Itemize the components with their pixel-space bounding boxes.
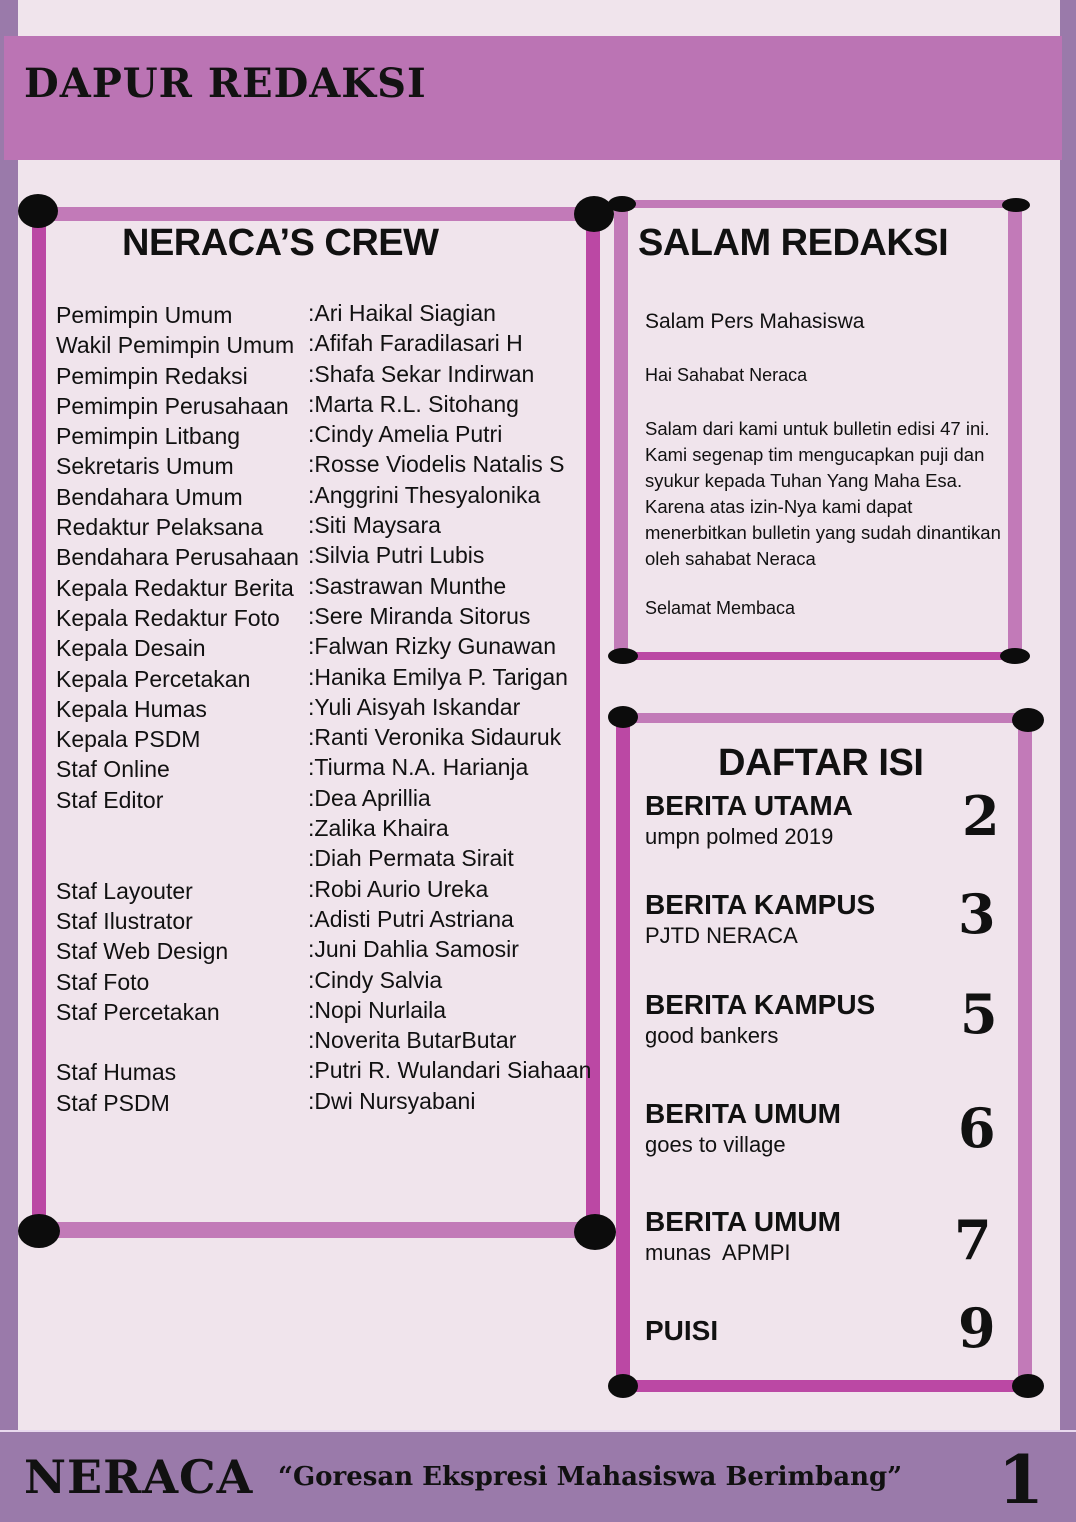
crew-role xyxy=(56,815,299,845)
crew-name: :Anggrini Thesyalonika xyxy=(308,481,541,508)
toc-item-subtitle: umpn polmed 2019 xyxy=(645,824,834,849)
crew-role: Wakil Pemimpin Umum xyxy=(56,332,295,359)
crew-name: :Marta R.L. Sitohang xyxy=(308,390,519,417)
toc-item xyxy=(645,1315,718,1347)
crew-role: Pemimpin Umum xyxy=(56,302,233,328)
footer-page-number: 1 xyxy=(998,1441,1044,1519)
toc-item-page: 7 xyxy=(954,1208,992,1272)
crew-name: :Noverita ButarButar xyxy=(308,1027,517,1054)
page-title: DAPUR REDAKSI xyxy=(24,60,427,107)
toc-title: DAFTAR ISI xyxy=(718,742,924,784)
salam-hai: Hai Sahabat Neraca xyxy=(645,365,808,385)
toc-item-subtitle: good bankers xyxy=(645,1023,779,1048)
crew-name: :Nopi Nurlaila xyxy=(308,996,447,1023)
crew-frame-left xyxy=(32,212,46,1232)
crew-role: Kepala Percetakan xyxy=(56,665,251,692)
toc-item xyxy=(645,1098,841,1160)
salam-corner-dot xyxy=(1000,648,1030,664)
toc-item xyxy=(645,1206,841,1268)
salam-corner-dot xyxy=(608,196,636,212)
toc-corner-dot xyxy=(608,706,638,728)
toc-corner-dot xyxy=(1012,708,1044,732)
crew-role: Staf PSDM xyxy=(56,1089,170,1116)
crew-name: :Shafa Sekar Indirwan xyxy=(308,360,535,387)
toc-item-heading: BERITA KAMPUS xyxy=(645,889,876,920)
crew-role: Kepala PSDM xyxy=(56,726,201,753)
crew-role: Redaktur Pelaksana xyxy=(56,514,264,541)
toc-frame-top xyxy=(618,713,1030,723)
crew-name: :Adisti Putri Astriana xyxy=(308,905,514,932)
crew-role: Staf Percetakan xyxy=(56,998,220,1025)
salam-title: SALAM REDAKSI xyxy=(638,222,949,264)
crew-role: Bendahara Umum xyxy=(56,483,243,510)
toc-item-page: 3 xyxy=(958,882,996,946)
crew-role: Pemimpin Litbang xyxy=(56,423,241,450)
toc-item xyxy=(645,989,875,1051)
crew-name: :Sastrawan Munthe xyxy=(308,572,507,599)
crew-name: :Dwi Nursyabani xyxy=(308,1087,476,1114)
toc-item-heading: BERITA UMUM xyxy=(645,1098,841,1129)
toc-item xyxy=(645,889,875,951)
crew-name: :Silvia Putri Lubis xyxy=(308,542,485,569)
toc-item xyxy=(645,790,853,852)
toc-item-subtitle: munas APMPI xyxy=(645,1240,791,1265)
crew-names-column xyxy=(308,298,591,1116)
crew-name: :Robi Aurio Ureka xyxy=(308,875,489,902)
crew-role: Kepala Redaktur Foto xyxy=(56,604,280,631)
crew-role: Staf Foto xyxy=(56,968,150,995)
crew-role: Staf Online xyxy=(56,756,170,783)
crew-role: Staf Web Design xyxy=(56,938,229,965)
crew-name: :Siti Maysara xyxy=(308,512,441,539)
crew-name: :Cindy Amelia Putri xyxy=(308,421,503,448)
crew-name: :Juni Dahlia Samosir xyxy=(308,936,519,963)
salam-body: Salam dari kami untuk bulletin edisi 47 ini. Kami segenap tim mengucapkan puji dan syukur kepada Tuhan Yang Maha Esa. Karena atas izin-Nya kami dapat menerbitkan bulletin yang sudah dinantikan oleh sahabat Neraca xyxy=(645,418,1001,569)
crew-name: :Sere Miranda Sitorus xyxy=(308,602,531,629)
toc-frame-left xyxy=(616,718,630,1386)
crew-corner-dot xyxy=(18,1214,60,1248)
crew-role xyxy=(56,1027,299,1057)
salam-frame-top xyxy=(618,200,1018,208)
crew-name: :Diah Permata Sirait xyxy=(308,845,514,872)
crew-name: :Ranti Veronika Sidauruk xyxy=(308,724,562,751)
crew-role: Kepala Redaktur Berita xyxy=(56,574,294,601)
salam-corner-dot xyxy=(608,648,638,664)
crew-name: :Falwan Rizky Gunawan xyxy=(308,633,556,660)
crew-name: :Putri R. Wulandari Siahaan xyxy=(308,1057,592,1084)
toc-item-page: 6 xyxy=(958,1096,996,1160)
crew-role: Staf Editor xyxy=(56,786,164,813)
crew-role: Kepala Desain xyxy=(56,635,206,662)
salam-closing: Selamat Membaca xyxy=(645,598,796,618)
toc-corner-dot xyxy=(608,1374,638,1398)
toc-item-heading: BERITA UMUM xyxy=(645,1206,841,1237)
crew-title: NERACA’S CREW xyxy=(122,222,439,264)
toc-item-subtitle: PJTD NERACA xyxy=(645,923,798,948)
crew-corner-dot xyxy=(18,194,58,228)
toc-item-page: 5 xyxy=(960,982,998,1046)
crew-role: Kepala Humas xyxy=(56,695,207,722)
crew-role xyxy=(56,845,299,875)
crew-role: Staf Humas xyxy=(56,1059,177,1086)
crew-role: Staf Ilustrator xyxy=(56,907,193,934)
salam-frame-bottom xyxy=(620,652,1020,660)
toc-item-page: 2 xyxy=(962,784,1000,848)
crew-role: Bendahara Perusahaan xyxy=(56,544,299,571)
footer-brand: NERACA xyxy=(24,1450,254,1504)
crew-name: :Dea Aprillia xyxy=(308,784,431,811)
crew-role: Pemimpin Perusahaan xyxy=(56,392,289,419)
crew-roles-column xyxy=(56,300,299,1118)
crew-name: :Ari Haikal Siagian xyxy=(308,300,496,326)
toc-item-heading: BERITA UTAMA xyxy=(645,790,853,821)
crew-role: Sekretaris Umum xyxy=(56,453,234,480)
left-border-strip xyxy=(0,0,18,1430)
crew-corner-dot xyxy=(574,1214,616,1250)
toc-item-page: 9 xyxy=(958,1296,996,1360)
salam-corner-dot xyxy=(1002,198,1030,212)
toc-item-subtitle: goes to village xyxy=(645,1132,786,1157)
toc-frame-bottom xyxy=(620,1380,1030,1392)
crew-name: :Hanika Emilya P. Tarigan xyxy=(308,663,568,690)
right-border-strip xyxy=(1060,0,1076,1430)
crew-frame-bottom xyxy=(36,1222,598,1238)
crew-name: :Afifah Faradilasari H xyxy=(308,330,523,357)
crew-role: Staf Layouter xyxy=(56,877,193,904)
crew-name: :Rosse Viodelis Natalis S xyxy=(308,451,565,478)
toc-item-heading: PUISI xyxy=(645,1315,719,1346)
salam-frame-left xyxy=(614,205,628,657)
crew-frame-top xyxy=(36,207,598,221)
toc-corner-dot xyxy=(1012,1374,1044,1398)
crew-name: :Yuli Aisyah Iskandar xyxy=(308,693,521,720)
crew-name: :Zalika Khaira xyxy=(308,815,449,842)
salam-frame-right xyxy=(1008,205,1022,657)
footer-tagline: “Goresan Ekspresi Mahasiswa Berimbang” xyxy=(278,1462,903,1492)
crew-name: :Cindy Salvia xyxy=(308,966,443,993)
toc-item-heading: BERITA KAMPUS xyxy=(645,989,876,1020)
toc-frame-right xyxy=(1018,718,1032,1386)
crew-name: :Tiurma N.A. Harianja xyxy=(308,754,529,781)
salam-greeting: Salam Pers Mahasiswa xyxy=(645,310,865,333)
crew-role: Pemimpin Redaksi xyxy=(56,362,248,389)
